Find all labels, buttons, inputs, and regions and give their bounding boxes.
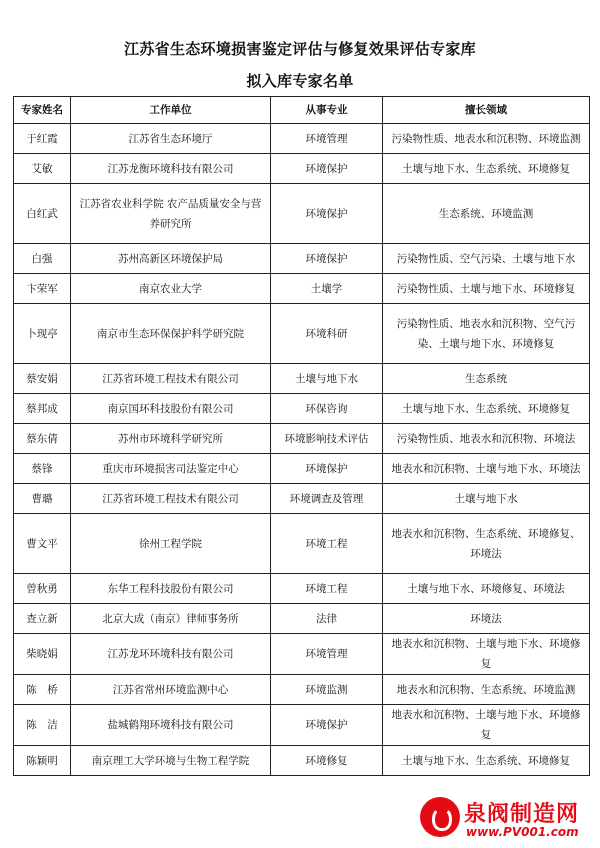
table-row <box>14 364 590 394</box>
cell-name: 白强 <box>14 244 71 274</box>
table-row <box>14 424 590 454</box>
cell-major: 土壤学 <box>271 274 383 304</box>
cell-major: 环保咨询 <box>271 394 383 424</box>
cell-major: 法律 <box>271 604 383 634</box>
table-row <box>14 394 590 424</box>
cell-field: 土壤与地下水、环境修复、环境法 <box>383 574 590 604</box>
cell-unit: 盐城鹤翔环境科技有限公司 <box>71 705 271 746</box>
cell-field: 污染物性质、地表水和沉积物、环境法 <box>383 424 590 454</box>
cell-unit: 南京国环科技股份有限公司 <box>71 394 271 424</box>
cell-field: 污染物性质、空气污染、土壤与地下水 <box>383 244 590 274</box>
cell-field: 生态系统 <box>383 364 590 394</box>
header-name: 专家姓名 <box>14 97 71 124</box>
table-row <box>14 454 590 484</box>
watermark-url: www.PV001.com <box>466 825 579 839</box>
table-row <box>14 484 590 514</box>
table-row <box>14 304 590 364</box>
cell-name: 曾秋勇 <box>14 574 71 604</box>
table-row <box>14 604 590 634</box>
header-field: 擅长领域 <box>383 97 590 124</box>
table-row <box>14 244 590 274</box>
cell-major: 环境保护 <box>271 184 383 244</box>
cell-major: 环境修复 <box>271 746 383 776</box>
cell-field: 污染物性质、地表水和沉积物、空气污染、土壤与地下水、环境修复 <box>383 304 590 364</box>
cell-unit: 苏州高新区环境保护局 <box>71 244 271 274</box>
table-row <box>14 675 590 705</box>
cell-major: 环境工程 <box>271 574 383 604</box>
table-row <box>14 574 590 604</box>
cell-major: 环境保护 <box>271 705 383 746</box>
document-subtitle: 拟入库专家名单 <box>246 72 354 90</box>
cell-unit: 南京农业大学 <box>71 274 271 304</box>
cell-unit: 南京理工大学环境与生物工程学院 <box>71 746 271 776</box>
cell-name: 于红霞 <box>14 124 71 154</box>
cell-field: 地表水和沉积物、生态系统、环境监测 <box>383 675 590 705</box>
cell-name: 查立新 <box>14 604 71 634</box>
table-row <box>14 154 590 184</box>
watermark-logo-icon <box>420 797 460 837</box>
cell-major: 环境保护 <box>271 454 383 484</box>
cell-major: 环境保护 <box>271 244 383 274</box>
cell-name: 陈颖明 <box>14 746 71 776</box>
cell-name: 曹文平 <box>14 514 71 574</box>
cell-unit: 江苏省环境工程技术有限公司 <box>71 484 271 514</box>
cell-major: 环境调查及管理 <box>271 484 383 514</box>
cell-name: 蔡安娟 <box>14 364 71 394</box>
header-unit: 工作单位 <box>71 97 271 124</box>
cell-field: 土壤与地下水 <box>383 484 590 514</box>
cell-field: 地表水和沉积物、土壤与地下水、环境法 <box>383 454 590 484</box>
header-major: 从事专业 <box>271 97 383 124</box>
cell-name: 蔡锋 <box>14 454 71 484</box>
cell-field: 环境法 <box>383 604 590 634</box>
cell-field: 土壤与地下水、生态系统、环境修复 <box>383 746 590 776</box>
cell-unit: 江苏龙环环境科技有限公司 <box>71 634 271 675</box>
table-header-row <box>14 97 590 124</box>
cell-field: 污染物性质、地表水和沉积物、环境监测 <box>383 124 590 154</box>
cell-unit: 苏州市环境科学研究所 <box>71 424 271 454</box>
cell-major: 环境监测 <box>271 675 383 705</box>
table-row <box>14 634 590 675</box>
table-row <box>14 184 590 244</box>
cell-unit: 北京大成（南京）律师事务所 <box>71 604 271 634</box>
cell-field: 地表水和沉积物、土壤与地下水、环境修复 <box>383 705 590 746</box>
table-row <box>14 274 590 304</box>
cell-field: 土壤与地下水、生态系统、环境修复 <box>383 154 590 184</box>
table-row <box>14 514 590 574</box>
cell-major: 环境影响技术评估 <box>271 424 383 454</box>
expert-table <box>13 96 590 776</box>
cell-unit: 江苏省常州环境监测中心 <box>71 675 271 705</box>
cell-name: 艾敏 <box>14 154 71 184</box>
cell-name: 陈 洁 <box>14 705 71 746</box>
cell-unit: 徐州工程学院 <box>71 514 271 574</box>
cell-name: 蔡邦成 <box>14 394 71 424</box>
cell-major: 环境科研 <box>271 304 383 364</box>
cell-field: 地表水和沉积物、土壤与地下水、环境修复 <box>383 634 590 675</box>
table-row <box>14 705 590 746</box>
cell-name: 卜现亭 <box>14 304 71 364</box>
cell-unit: 江苏省环境工程技术有限公司 <box>71 364 271 394</box>
watermark <box>420 795 595 845</box>
cell-unit: 东华工程科技股份有限公司 <box>71 574 271 604</box>
cell-field: 污染物性质、土壤与地下水、环境修复 <box>383 274 590 304</box>
cell-major: 环境管理 <box>271 124 383 154</box>
cell-name: 白红武 <box>14 184 71 244</box>
cell-name: 曹璐 <box>14 484 71 514</box>
document-title: 江苏省生态环境损害鉴定评估与修复效果评估专家库 <box>124 40 476 58</box>
cell-unit: 江苏省生态环境厅 <box>71 124 271 154</box>
cell-unit: 江苏龙衡环境科技有限公司 <box>71 154 271 184</box>
cell-major: 环境工程 <box>271 514 383 574</box>
cell-field: 土壤与地下水、生态系统、环境修复 <box>383 394 590 424</box>
table-row <box>14 746 590 776</box>
watermark-brand: 泉阀制造网 <box>464 802 580 827</box>
cell-unit: 重庆市环境损害司法鉴定中心 <box>71 454 271 484</box>
cell-unit: 南京市生态环保保护科学研究院 <box>71 304 271 364</box>
cell-major: 环境保护 <box>271 154 383 184</box>
cell-name: 陈 桥 <box>14 675 71 705</box>
cell-major: 环境管理 <box>271 634 383 675</box>
cell-name: 蔡东倩 <box>14 424 71 454</box>
cell-name: 柴晓娟 <box>14 634 71 675</box>
cell-field: 生态系统、环境监测 <box>383 184 590 244</box>
table-row <box>14 124 590 154</box>
cell-unit: 江苏省农业科学院 农产品质量安全与营养研究所 <box>71 184 271 244</box>
cell-name: 卞荣军 <box>14 274 71 304</box>
cell-major: 土壤与地下水 <box>271 364 383 394</box>
cell-field: 地表水和沉积物、生态系统、环境修复、环境法 <box>383 514 590 574</box>
